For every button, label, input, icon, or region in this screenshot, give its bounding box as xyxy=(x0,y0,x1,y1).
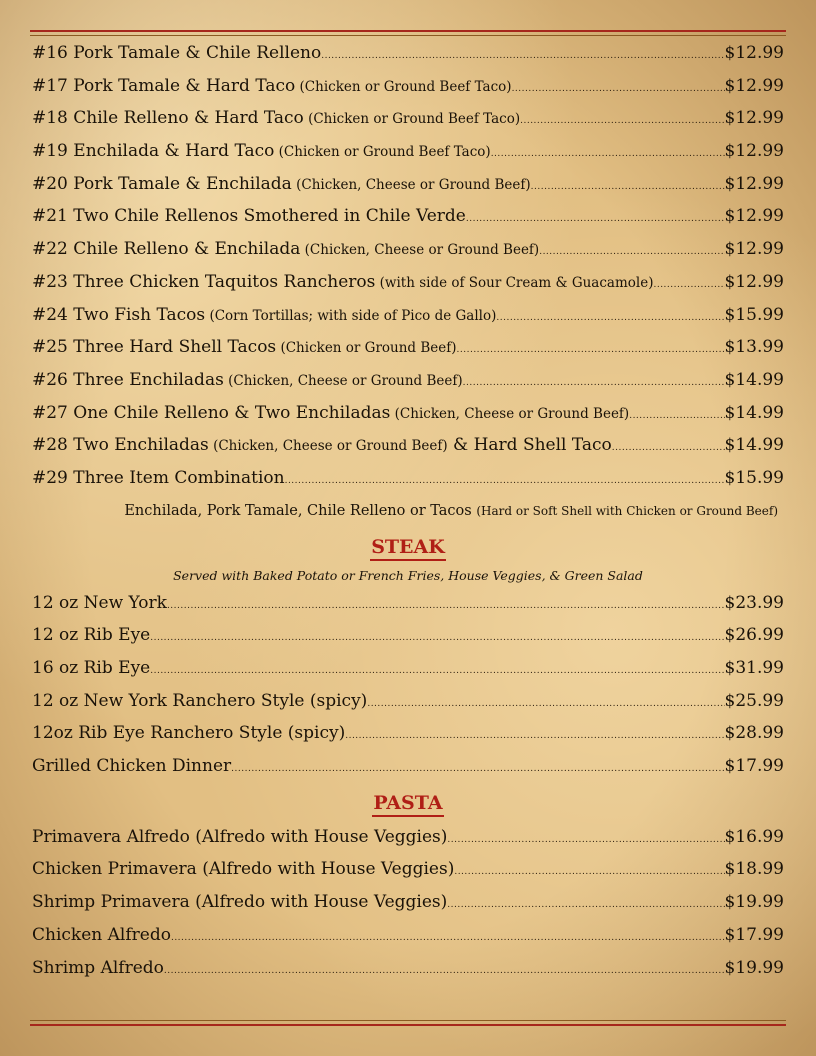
menu-item-price: $12.99 xyxy=(724,271,784,292)
menu-item-price: $31.99 xyxy=(724,658,784,678)
menu-item-steak xyxy=(32,717,784,750)
menu-item-note: (Chicken, Cheese or Ground Beef) xyxy=(223,372,463,389)
menu-item-name: 16 oz Rib Eye xyxy=(32,658,151,678)
menu-item-note: (Chicken or Ground Beef Taco) xyxy=(303,111,521,128)
menu-item-name: 12 oz New York xyxy=(32,592,167,613)
menu-item-name: 12 oz New York Ranchero Style (spicy) xyxy=(32,690,368,711)
dot-leader xyxy=(447,824,724,854)
menu-item-name: Chicken Primavera (Alfredo with House Veggies) xyxy=(32,859,455,880)
menu-item-name: #22 Chile Relleno & Enchilada xyxy=(32,239,301,260)
menu-item-price: $12.99 xyxy=(724,108,784,129)
menu-item-price: $12.99 xyxy=(724,206,784,227)
menu-item-note: (Chicken or Ground Beef Taco) xyxy=(274,144,491,161)
menu-item-price: $25.99 xyxy=(724,690,784,711)
top-border-rule xyxy=(30,30,786,36)
menu-item-name: #28 Two Enchiladas xyxy=(32,435,209,456)
menu-item-pasta xyxy=(32,821,784,854)
menu-item-name: Shrimp Alfredo xyxy=(32,957,164,978)
menu-item-price: $12.99 xyxy=(724,75,784,96)
steak-description: Served with Baked Potato or French Fries, House Veggies, & Green Salad xyxy=(173,567,643,583)
menu-item-price: $14.99 xyxy=(724,435,784,456)
menu-item-price: $28.99 xyxy=(724,723,784,744)
menu-item-note: (Chicken or Ground Beef) xyxy=(276,340,457,357)
dot-leader xyxy=(539,236,724,266)
menu-item-price: $14.99 xyxy=(724,369,784,390)
menu-item-note: (Corn Tortillas; with side of Pico de Gallo) xyxy=(205,307,497,324)
dot-leader xyxy=(491,138,725,168)
dot-leader xyxy=(520,105,724,135)
menu-item-price: $19.99 xyxy=(724,957,784,978)
menu-item-note: (Chicken, Cheese or Ground Beef) xyxy=(300,242,540,259)
dot-leader xyxy=(150,622,724,652)
dot-leader xyxy=(454,856,724,886)
menu-item-note: (Chicken, Cheese or Ground Beef) xyxy=(291,176,531,193)
dot-leader xyxy=(447,889,724,919)
menu-item-price: $18.99 xyxy=(724,859,784,880)
menu-item-price: $12.99 xyxy=(724,43,784,63)
menu-item-combo-27 xyxy=(32,397,784,430)
bottom-border-thin-line xyxy=(30,1020,786,1021)
menu-item-combo-16 xyxy=(32,37,784,70)
pasta-section xyxy=(32,787,784,984)
menu-item-price: $15.99 xyxy=(724,304,784,325)
menu-item-price: $17.99 xyxy=(724,756,784,777)
menu-item-combo-25 xyxy=(32,331,784,364)
menu-item-price: $16.99 xyxy=(724,826,784,847)
menu-item-combo-21 xyxy=(32,200,784,233)
combo-29-detail xyxy=(32,495,784,527)
menu-item-price: $12.99 xyxy=(724,141,784,162)
dot-leader xyxy=(531,171,725,201)
menu-item-note: (Chicken, Cheese or Ground Beef) xyxy=(390,405,630,422)
menu-item-name: Chicken Alfredo xyxy=(32,924,171,945)
combo-29-detail-text: Enchilada, Pork Tamale, Chile Relleno or Tacos xyxy=(124,502,472,519)
menu-item-steak xyxy=(32,652,784,685)
menu-item-name: #20 Pork Tamale & Enchilada xyxy=(32,173,292,194)
steak-section xyxy=(32,531,784,783)
menu-item-price: $17.99 xyxy=(724,924,784,945)
menu-item-note: (with side of Sour Cream & Guacamole) xyxy=(375,274,654,291)
dot-leader xyxy=(321,40,724,70)
menu-item-name: #23 Three Chicken Taquitos Rancheros xyxy=(32,271,376,292)
menu-item-pasta xyxy=(32,919,784,952)
menu-item-pasta xyxy=(32,952,784,985)
menu-item-combo-23 xyxy=(32,266,784,299)
dot-leader xyxy=(457,334,725,364)
dot-leader xyxy=(653,269,724,299)
menu-item-name: Grilled Chicken Dinner xyxy=(32,756,232,777)
menu-item-name: #16 Pork Tamale & Chile Relleno xyxy=(32,43,322,63)
menu-item-combo-20 xyxy=(32,168,784,201)
menu-item-price: $12.99 xyxy=(724,173,784,194)
menu-item-combo-28 xyxy=(32,429,784,462)
bottom-border-rule xyxy=(30,1020,786,1029)
menu-item-price: $26.99 xyxy=(724,625,784,646)
menu-item-steak xyxy=(32,587,784,620)
menu-item-name: #26 Three Enchiladas xyxy=(32,369,224,390)
menu-item-name: #25 Three Hard Shell Tacos xyxy=(32,337,277,358)
menu-item-price: $19.99 xyxy=(724,892,784,913)
section-title-steak: STEAK xyxy=(370,535,446,561)
menu-item-steak xyxy=(32,685,784,718)
dot-leader xyxy=(463,367,725,397)
section-title-pasta-wrap xyxy=(32,787,784,821)
menu-item-steak xyxy=(32,619,784,652)
dot-leader xyxy=(629,400,724,430)
menu-item-combo-17 xyxy=(32,70,784,103)
menu-item-name: #17 Pork Tamale & Hard Taco xyxy=(32,75,296,96)
menu-item-note: (Chicken, Cheese or Ground Beef) xyxy=(208,438,448,455)
bottom-border-line xyxy=(30,1024,786,1026)
top-border-thin-line xyxy=(30,35,786,36)
menu-item-name: Shrimp Primavera (Alfredo with House Veggies) xyxy=(32,892,448,913)
menu-item-price: $12.99 xyxy=(724,239,784,260)
dot-leader xyxy=(167,590,725,620)
menu-item-combo-24 xyxy=(32,299,784,332)
top-border-line xyxy=(30,30,786,32)
dot-leader xyxy=(512,73,725,103)
dot-leader xyxy=(164,955,725,985)
dot-leader xyxy=(171,922,725,952)
menu-item-steak xyxy=(32,750,784,783)
menu-item-name: #27 One Chile Relleno & Two Enchiladas xyxy=(32,402,391,423)
menu-item-name: #29 Three Item Combination xyxy=(32,467,285,488)
menu-item-note: (Chicken or Ground Beef Taco) xyxy=(295,78,512,95)
menu-item-pasta xyxy=(32,853,784,886)
dot-leader xyxy=(466,203,725,233)
menu-item-combo-26 xyxy=(32,364,784,397)
menu-item-price: $23.99 xyxy=(724,592,784,613)
menu-item-price: $15.99 xyxy=(724,467,784,488)
menu-item-name-suffix: & Hard Shell Taco xyxy=(447,435,612,456)
menu-item-combo-22 xyxy=(32,233,784,266)
menu-item-combo-18 xyxy=(32,102,784,135)
menu-item-pasta xyxy=(32,886,784,919)
dot-leader xyxy=(285,465,725,495)
menu-item-price: $13.99 xyxy=(724,337,784,358)
menu-item-name: 12 oz Rib Eye xyxy=(32,625,151,646)
menu-item-name: 12oz Rib Eye Ranchero Style (spicy) xyxy=(32,723,346,744)
section-title-pasta: PASTA xyxy=(372,791,443,817)
dot-leader xyxy=(496,302,724,332)
menu-item-name: #24 Two Fish Tacos xyxy=(32,304,206,325)
dot-leader xyxy=(345,720,724,750)
menu-item-combo-19 xyxy=(32,135,784,168)
section-title-steak-wrap xyxy=(32,531,784,565)
combo-29-detail-note: (Hard or Soft Shell with Chicken or Ground Beef) xyxy=(476,503,778,518)
menu-item-name: #18 Chile Relleno & Hard Taco xyxy=(32,108,304,129)
dot-leader xyxy=(150,655,724,685)
menu-item-name: Primavera Alfredo (Alfredo with House Veggies) xyxy=(32,826,448,847)
menu-item-name: #21 Two Chile Rellenos Smothered in Chile Verde xyxy=(32,206,466,227)
menu-content xyxy=(32,37,784,984)
dot-leader xyxy=(367,688,724,718)
menu-item-combo-29 xyxy=(32,462,784,495)
dot-leader xyxy=(612,432,725,462)
menu-item-name: #19 Enchilada & Hard Taco xyxy=(32,141,275,162)
combo-list xyxy=(32,37,784,527)
menu-item-price: $14.99 xyxy=(724,402,784,423)
dot-leader xyxy=(231,753,724,783)
